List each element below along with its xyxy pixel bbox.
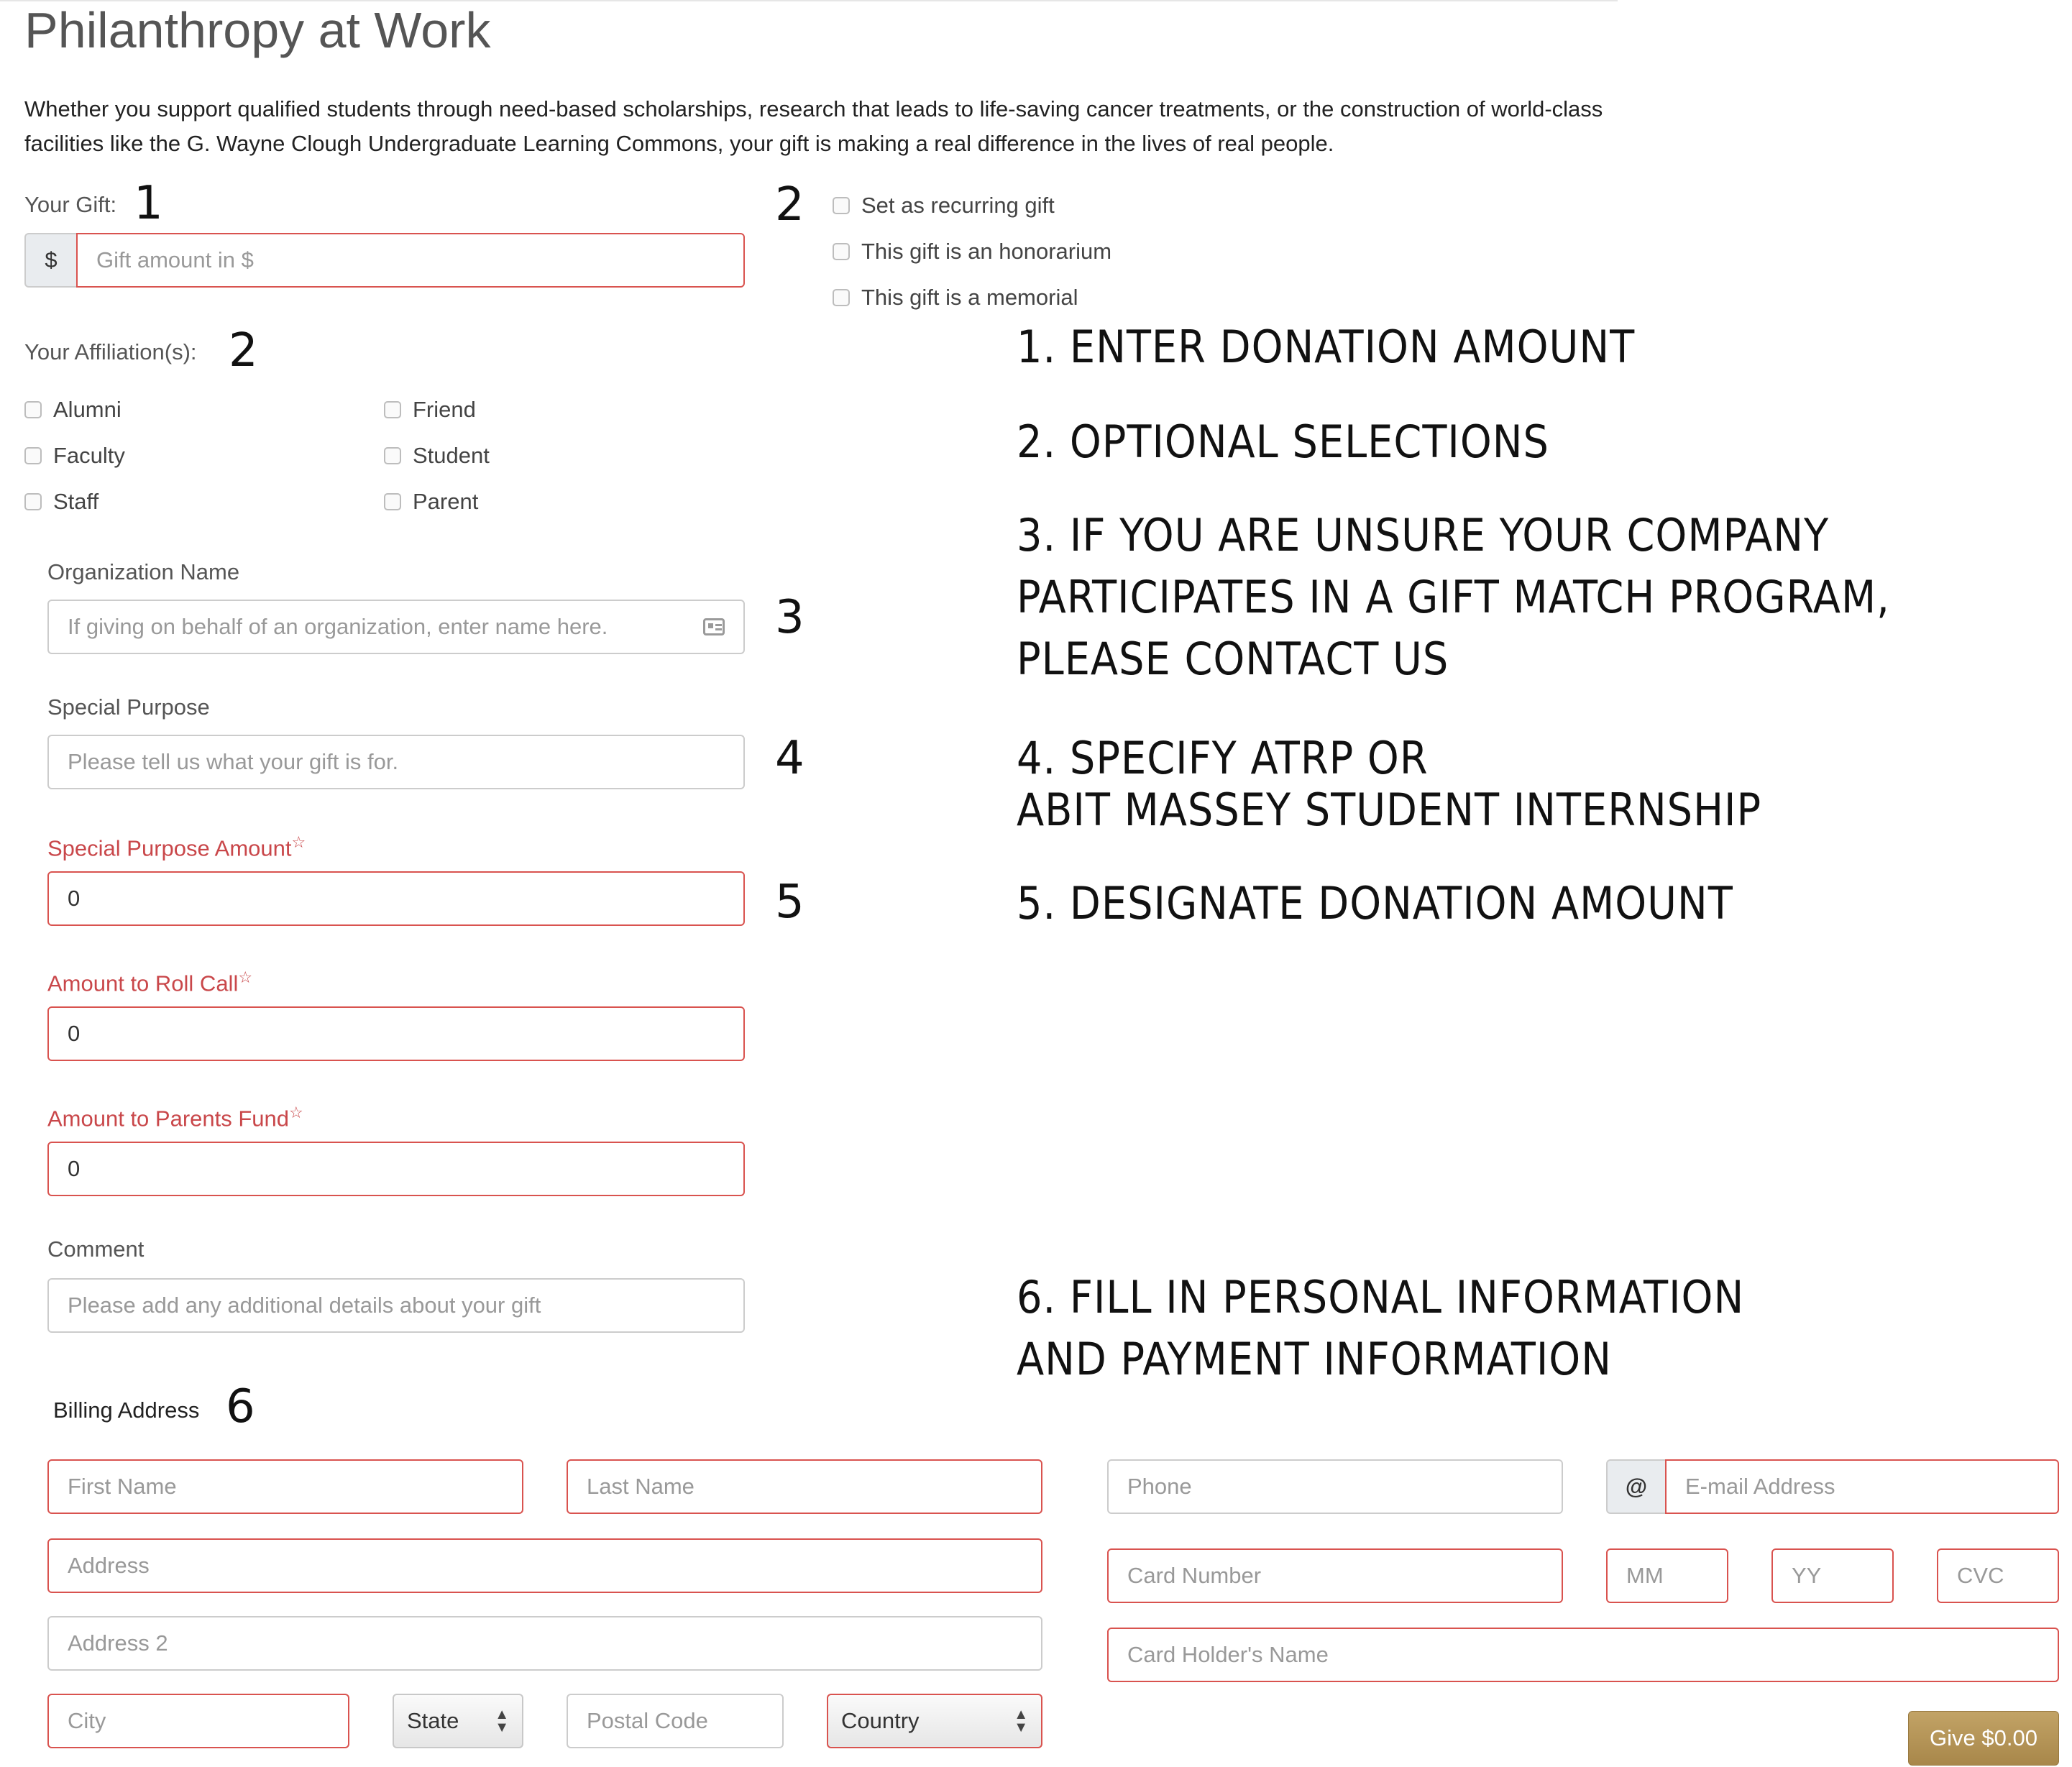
email-input[interactable]: E-mail Address — [1665, 1459, 2059, 1514]
affiliation-friend-checkbox[interactable] — [384, 395, 476, 424]
note-6-line1: 6. FILL IN PERSONAL INFORMATION — [1017, 1271, 1745, 1323]
marker-5: 5 — [775, 876, 804, 929]
country-select[interactable] — [827, 1694, 1042, 1748]
note-1: 1. ENTER DONATION AMOUNT — [1017, 321, 1636, 373]
address2-input[interactable]: Address 2 — [47, 1616, 1042, 1671]
checkbox-box[interactable] — [24, 493, 42, 510]
checkbox-box[interactable] — [384, 493, 401, 510]
affiliation-parent-checkbox[interactable] — [384, 487, 478, 516]
roll-call-text: Amount to Roll Call — [47, 970, 239, 996]
gift-amount-input[interactable]: Gift amount in $ — [76, 233, 745, 288]
card-cvc-input[interactable]: CVC — [1937, 1548, 2059, 1603]
parents-fund-text: Amount to Parents Fund — [47, 1106, 290, 1132]
card-month-input[interactable]: MM — [1606, 1548, 1728, 1603]
marker-2a: 2 — [775, 178, 804, 231]
checkbox-box[interactable] — [384, 447, 401, 464]
first-name-input[interactable]: First Name — [47, 1459, 523, 1514]
contact-card-icon — [703, 618, 725, 635]
roll-call-label — [47, 963, 252, 998]
affiliation-student-checkbox[interactable] — [384, 441, 490, 470]
affiliation-staff-checkbox[interactable] — [24, 487, 98, 516]
up-down-arrows-icon: ▲ ▼ — [1014, 1707, 1028, 1735]
memorial-checkbox[interactable] — [833, 283, 1078, 312]
honorarium-checkbox[interactable] — [833, 237, 1111, 266]
up-down-arrows-icon: ▲ ▼ — [495, 1707, 509, 1735]
checkbox-label: Parent — [413, 489, 479, 514]
checkbox-box[interactable] — [833, 243, 850, 260]
intro-text: Whether you support qualified students through need-based scholarships, research that leads to life-saving cancer treatments, or the construction of world-class facilities like the G. Wayne Clough Undergraduate Learning Commons, your gift is making a real difference in the lives of real people. — [24, 96, 1603, 156]
comment-label: Comment — [47, 1236, 145, 1262]
affiliation-faculty-checkbox[interactable] — [24, 441, 125, 470]
checkbox-label: Alumni — [53, 397, 122, 422]
note-3-line3: PLEASE CONTACT US — [1017, 633, 1449, 685]
note-3-line1: 3. IF YOU ARE UNSURE YOUR COMPANY — [1017, 509, 1830, 561]
billing-address-label: Billing Address — [53, 1397, 200, 1423]
city-input[interactable]: City — [47, 1694, 349, 1748]
marker-3: 3 — [775, 591, 804, 644]
checkbox-label: Set as recurring gift — [861, 193, 1055, 218]
note-3-line2: PARTICIPATES IN A GIFT MATCH PROGRAM, — [1017, 571, 1890, 623]
phone-input[interactable]: Phone — [1107, 1459, 1563, 1514]
card-number-input[interactable]: Card Number — [1107, 1548, 1563, 1603]
affiliation-label: Your Affiliation(s): — [24, 339, 197, 364]
marker-6: 6 — [226, 1380, 255, 1433]
checkbox-label: Friend — [413, 397, 476, 422]
parents-fund-label — [47, 1098, 303, 1133]
recurring-gift-checkbox[interactable] — [833, 191, 1055, 220]
note-5: 5. DESIGNATE DONATION AMOUNT — [1017, 877, 1733, 930]
postal-code-input[interactable]: Postal Code — [567, 1694, 784, 1748]
card-year-input[interactable]: YY — [1771, 1548, 1894, 1603]
last-name-input[interactable]: Last Name — [567, 1459, 1042, 1514]
country-select-value: Country — [841, 1708, 920, 1733]
checkbox-label: This gift is a memorial — [861, 285, 1078, 310]
marker-1: 1 — [134, 177, 163, 230]
checkbox-label: Student — [413, 443, 490, 468]
marker-2b: 2 — [229, 324, 258, 377]
address-input[interactable]: Address — [47, 1538, 1042, 1593]
checkbox-label: Staff — [53, 489, 99, 514]
email-addon: @ — [1606, 1459, 1665, 1514]
checkbox-box[interactable] — [24, 447, 42, 464]
note-4-line2: ABIT MASSEY STUDENT INTERNSHIP — [1017, 784, 1762, 836]
checkbox-box[interactable] — [24, 401, 42, 418]
state-select[interactable] — [393, 1694, 523, 1748]
special-purpose-label: Special Purpose — [47, 694, 210, 720]
special-purpose-input[interactable]: Please tell us what your gift is for. — [47, 735, 745, 789]
parents-fund-input[interactable]: 0 — [47, 1142, 745, 1196]
checkbox-label: This gift is an honorarium — [861, 239, 1112, 264]
state-select-value: State — [407, 1708, 459, 1733]
marker-4: 4 — [775, 732, 804, 785]
special-purpose-amount-label — [47, 828, 306, 863]
affiliation-alumni-checkbox[interactable] — [24, 395, 122, 424]
currency-addon: $ — [24, 233, 76, 288]
special-purpose-amount-input[interactable]: 0 — [47, 871, 745, 926]
page-title: Philanthropy at Work — [24, 2, 491, 58]
card-holder-input[interactable]: Card Holder's Name — [1107, 1628, 2059, 1682]
comment-input[interactable]: Please add any additional details about your gift — [47, 1278, 745, 1333]
roll-call-input[interactable]: 0 — [47, 1006, 745, 1061]
checkbox-box[interactable] — [384, 401, 401, 418]
checkbox-label: Faculty — [53, 443, 125, 468]
special-purpose-amount-text: Special Purpose Amount — [47, 835, 292, 861]
star-outline-icon: ☆ — [238, 968, 253, 986]
checkbox-box[interactable] — [833, 197, 850, 214]
give-button[interactable]: Give $0.00 — [1908, 1711, 2059, 1766]
note-2: 2. OPTIONAL SELECTIONS — [1017, 416, 1549, 468]
star-outline-icon: ☆ — [291, 833, 306, 851]
note-4-line1: 4. SPECIFY ATRP OR — [1017, 732, 1429, 784]
organization-input[interactable] — [47, 600, 745, 654]
organization-placeholder: If giving on behalf of an organization, enter name here. — [68, 614, 608, 639]
gift-label: Your Gift: — [24, 192, 117, 217]
organization-label: Organization Name — [47, 559, 240, 584]
note-6-line2: AND PAYMENT INFORMATION — [1017, 1333, 1612, 1385]
star-outline-icon: ☆ — [289, 1103, 303, 1121]
checkbox-box[interactable] — [833, 289, 850, 306]
